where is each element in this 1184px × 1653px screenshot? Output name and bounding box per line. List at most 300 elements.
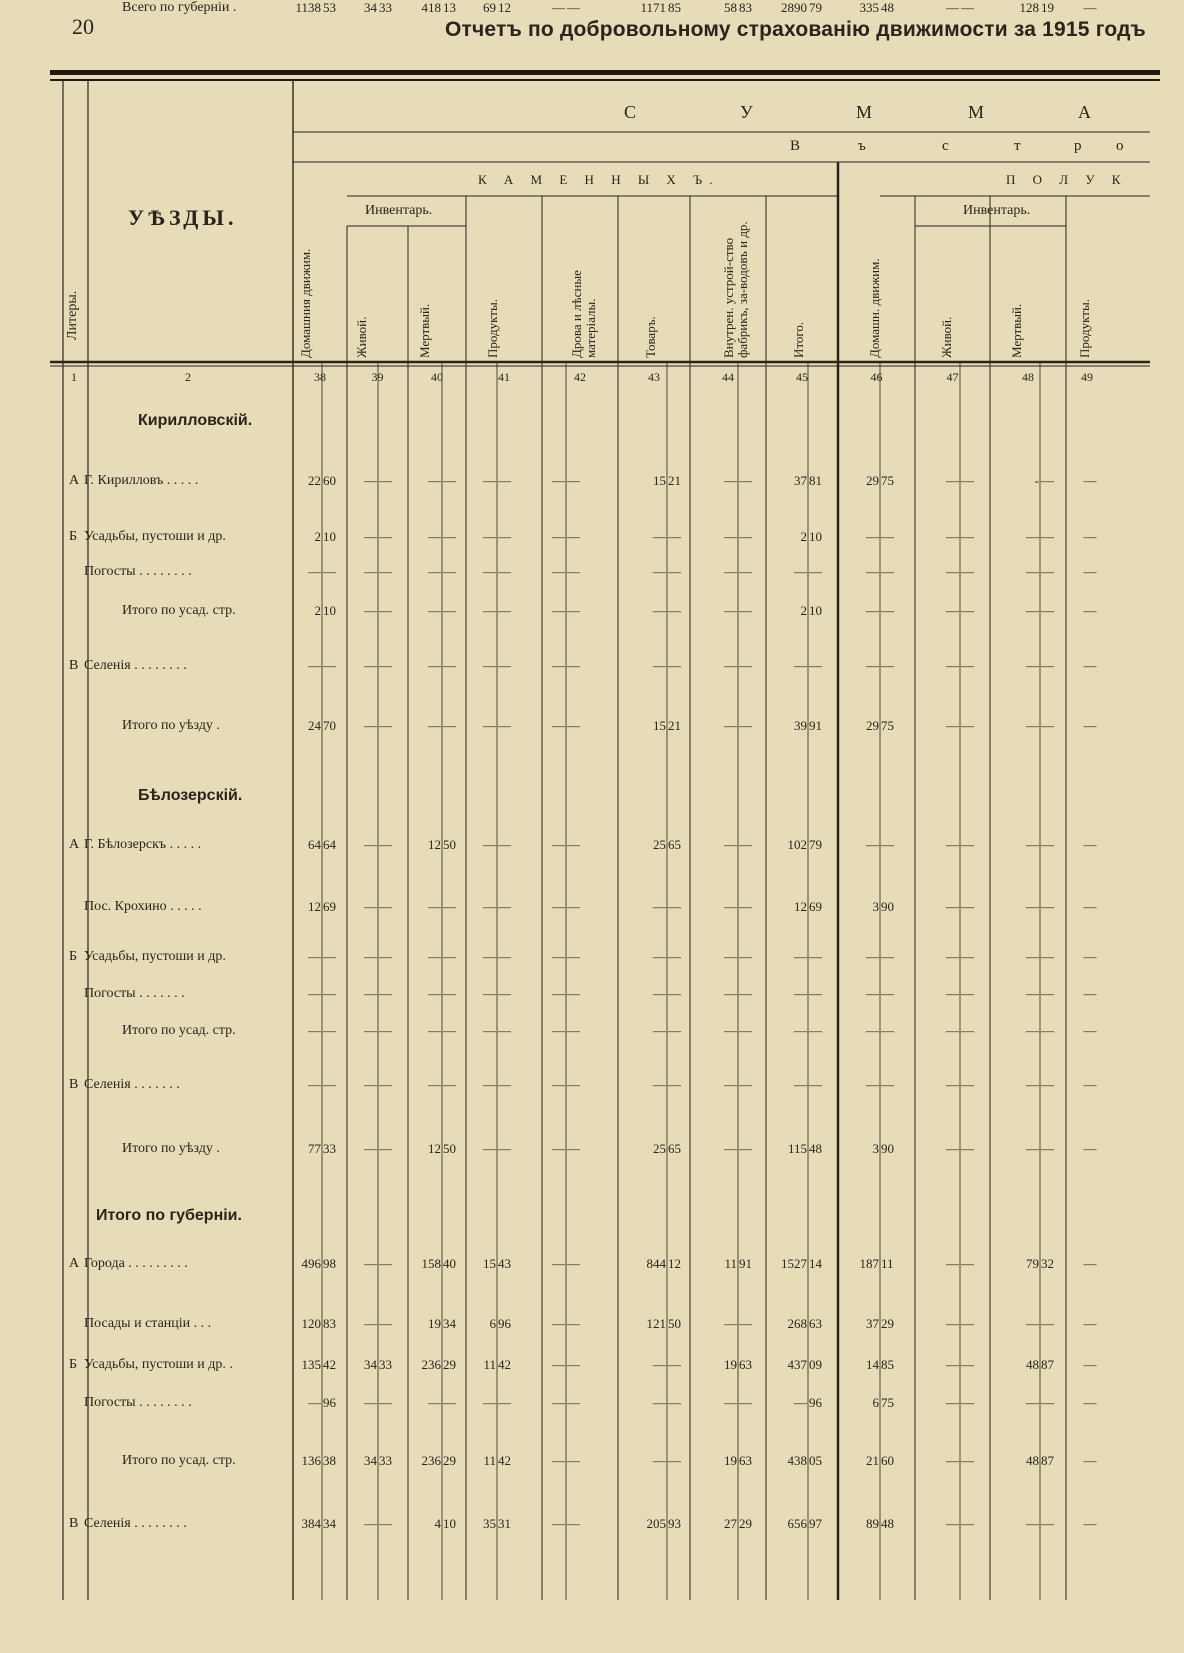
cell-value-rubles: —: [552, 1357, 565, 1372]
cell-value-rubles: —: [552, 603, 565, 618]
cell-value-rubles: 158: [421, 1256, 441, 1271]
cell-value-rubles: —: [946, 837, 959, 852]
cell-value-rubles: —: [483, 658, 496, 673]
cell-value-kopeks: —: [498, 949, 511, 964]
cell-value-kopeks: 10: [809, 529, 822, 544]
cell-value: —: [1083, 986, 1097, 1001]
header-column-label: Товаръ.: [643, 316, 658, 358]
cell-value-kopeks: —: [881, 986, 894, 1001]
cell-value-rubles: —: [724, 1077, 737, 1092]
cell-value-rubles: 34: [364, 1357, 377, 1372]
cell-value-rubles: —: [724, 603, 737, 618]
page-number: 20: [72, 14, 94, 39]
column-number: 40: [431, 370, 443, 384]
cell-value-kopeks: —: [567, 1357, 580, 1372]
cell-value-kopeks: —: [498, 1077, 511, 1092]
header-kamennykh: К А М Е Н Н Ы Х Ъ.: [478, 172, 720, 187]
header-vstro-letter: т: [1014, 138, 1022, 154]
cell-value-rubles: —: [653, 986, 666, 1001]
cell-value-rubles: —: [653, 564, 666, 579]
cell-value-kopeks: 21: [668, 718, 681, 733]
cell-value-rubles: 37: [794, 473, 807, 488]
header-column-label: Мертвый.: [1009, 303, 1024, 358]
cell-value-kopeks: —: [1041, 1077, 1054, 1092]
cell-value-rubles: —: [1026, 949, 1039, 964]
cell-value-kopeks: 63: [739, 1357, 752, 1372]
cell-value: —: [1083, 0, 1097, 15]
cell-value-rubles: 335: [859, 0, 879, 15]
row-litera: В: [69, 658, 79, 673]
cell-value-kopeks: —: [498, 473, 511, 488]
header-column-label: Мертвый.: [417, 303, 432, 358]
cell-value-rubles: —: [724, 1141, 737, 1156]
cell-value-rubles: —: [308, 986, 321, 1001]
cell-value-kopeks: —: [961, 1141, 974, 1156]
cell-value-kopeks: —: [379, 899, 392, 914]
cell-value-rubles: 2890: [781, 0, 807, 15]
cell-value-kopeks: —: [739, 986, 752, 1001]
row-litera: В: [69, 1516, 79, 1531]
cell-value-rubles: 64: [308, 837, 321, 852]
cell-value-kopeks: —: [498, 986, 511, 1001]
header-inventar2: Инвентарь.: [963, 203, 1031, 218]
cell-value-kopeks: —: [961, 949, 974, 964]
cell-value-rubles: —: [552, 837, 565, 852]
cell-value-kopeks: —: [739, 1395, 752, 1410]
cell-value-kopeks: —: [668, 986, 681, 1001]
cell-value-kopeks: —: [379, 1395, 392, 1410]
cell-value-rubles: —: [1026, 1023, 1039, 1038]
cell-value-rubles: —: [1026, 529, 1039, 544]
cell-value-kopeks: —: [567, 1316, 580, 1331]
header-vstro-letter: о: [1116, 138, 1125, 154]
cell-value-rubles: —: [552, 1077, 565, 1092]
cell-value-kopeks: 63: [739, 1453, 752, 1468]
cell-value-kopeks: —: [1041, 1395, 1054, 1410]
cell-value-kopeks: 96: [809, 1395, 822, 1410]
cell-value-rubles: —: [946, 473, 959, 488]
cell-value-kopeks: —: [498, 564, 511, 579]
cell-value-kopeks: —: [1041, 564, 1054, 579]
cell-value-kopeks: —: [668, 1395, 681, 1410]
cell-value-kopeks: —: [1041, 658, 1054, 673]
cell-value-kopeks: —: [379, 603, 392, 618]
cell-value-rubles: —: [653, 1453, 666, 1468]
cell-value-kopeks: —: [881, 603, 894, 618]
cell-value-kopeks: —: [498, 1141, 511, 1156]
cell-value-rubles: 1527: [781, 1256, 807, 1271]
cell-value-rubles: —: [483, 529, 496, 544]
cell-value-kopeks: —: [379, 1141, 392, 1156]
cell-value-kopeks: 12: [668, 1256, 681, 1271]
row-label: Усадьбы, пустоши и др. .: [84, 1357, 233, 1372]
cell-value-rubles: —: [308, 949, 321, 964]
section-title: Итого по губерніи.: [96, 1207, 242, 1224]
cell-value-kopeks: —: [498, 658, 511, 673]
cell-value-rubles: —: [724, 1316, 737, 1331]
cell-value-rubles: 496: [301, 1256, 321, 1271]
cell-value-kopeks: —: [961, 1516, 974, 1531]
cell-value-kopeks: —: [809, 658, 822, 673]
cell-value-rubles: 21: [866, 1453, 879, 1468]
column-number: 46: [870, 370, 883, 384]
header-polu: П О Л У К: [1006, 172, 1128, 187]
cell-value-kopeks: —: [443, 986, 456, 1001]
cell-value-kopeks: 21: [668, 473, 681, 488]
cell-value: —: [1083, 949, 1097, 964]
cell-value-rubles: —: [946, 1023, 959, 1038]
header-summa-letter: У: [740, 102, 754, 122]
cell-value-kopeks: —: [443, 473, 456, 488]
cell-value-rubles: —: [866, 949, 879, 964]
cell-value-rubles: —: [946, 949, 959, 964]
cell-value-rubles: —: [946, 1256, 959, 1271]
cell-value-rubles: —: [483, 1395, 496, 1410]
cell-value-rubles: 384: [301, 1516, 321, 1531]
section-title: Кирилловскій.: [138, 412, 253, 429]
cell-value-rubles: —: [946, 1141, 959, 1156]
cell-value-rubles: —: [552, 986, 565, 1001]
cell-value-kopeks: 65: [668, 837, 681, 852]
cell-value-rubles: 102: [787, 837, 807, 852]
cell-value-kopeks: 81: [809, 473, 822, 488]
cell-value-rubles: —: [552, 1395, 565, 1410]
cell-value-rubles: —: [364, 1141, 377, 1156]
cell-value-rubles: 19: [428, 1316, 441, 1331]
cell-value-kopeks: —: [443, 949, 456, 964]
row-label: Г. Кирилловъ . . . . .: [84, 473, 199, 488]
cell-value-kopeks: —: [668, 603, 681, 618]
cell-value-rubles: 120: [301, 1316, 321, 1331]
cell-value-rubles: —: [724, 1023, 737, 1038]
cell-value-kopeks: —: [809, 1077, 822, 1092]
row-label: Погосты . . . . . . . .: [84, 564, 192, 579]
cell-value-rubles: 25: [653, 1141, 666, 1156]
cell-value: —: [1083, 564, 1097, 579]
cell-value-rubles: 205: [646, 1516, 666, 1531]
cell-value-rubles: —: [866, 1077, 879, 1092]
row-label: Итого по усад. стр.: [122, 1453, 236, 1468]
cell-value-kopeks: —: [567, 899, 580, 914]
header-summa-letter: М: [856, 102, 874, 122]
cell-value-kopeks: —: [668, 529, 681, 544]
cell-value-rubles: —: [866, 564, 879, 579]
cell-value-kopeks: 53: [323, 0, 336, 15]
cell-value-rubles: 29: [866, 718, 879, 733]
cell-value-kopeks: —: [739, 1077, 752, 1092]
cell-value-rubles: 2: [800, 603, 807, 618]
cell-value-rubles: —: [364, 1023, 377, 1038]
cell-value-kopeks: —: [881, 564, 894, 579]
cell-value-rubles: 12: [428, 837, 441, 852]
cell-value-kopeks: —: [379, 949, 392, 964]
row-label: Усадьбы, пустоши и др.: [84, 949, 226, 964]
cell-value-rubles: 15: [483, 1256, 496, 1271]
cell-value: —: [1083, 1453, 1097, 1468]
cell-value-rubles: —: [794, 986, 807, 1001]
cell-value-rubles: 11: [483, 1453, 496, 1468]
cell-value-kopeks: —: [379, 529, 392, 544]
cell-value-rubles: —: [946, 1357, 959, 1372]
cell-value-kopeks: —: [739, 473, 752, 488]
cell-value-rubles: —: [428, 564, 441, 579]
cell-value-rubles: —: [1026, 1316, 1039, 1331]
cell-value-kopeks: —: [739, 1141, 752, 1156]
cell-value-rubles: —: [724, 949, 737, 964]
cell-value-kopeks: —: [567, 473, 580, 488]
cell-value-rubles: —: [308, 564, 321, 579]
cell-value-rubles: 79: [1026, 1256, 1039, 1271]
cell-value-rubles: —: [428, 899, 441, 914]
cell-value: —: [1083, 718, 1097, 733]
cell-value-rubles: 2: [314, 529, 321, 544]
cell-value-rubles: —: [364, 529, 377, 544]
cell-value-kopeks: 60: [881, 1453, 894, 1468]
cell-value-kopeks: —: [379, 473, 392, 488]
cell-value-kopeks: —: [567, 564, 580, 579]
cell-value-rubles: —: [483, 718, 496, 733]
cell-value-kopeks: 29: [881, 1316, 894, 1331]
cell-value-kopeks: —: [809, 949, 822, 964]
cell-value-kopeks: —: [567, 986, 580, 1001]
cell-value-rubles: —: [1026, 899, 1039, 914]
cell-value-kopeks: —: [961, 1316, 974, 1331]
cell-value-rubles: 22: [308, 473, 321, 488]
cell-value-kopeks: 83: [739, 0, 752, 15]
cell-value-rubles: —: [946, 899, 959, 914]
cell-value-rubles: —: [866, 529, 879, 544]
column-number: 43: [648, 370, 660, 384]
cell-value-kopeks: 85: [668, 0, 681, 15]
cell-value-rubles: —: [724, 473, 737, 488]
cell-value-rubles: —: [364, 986, 377, 1001]
cell-value-rubles: —: [552, 718, 565, 733]
cell-value-rubles: —: [552, 658, 565, 673]
cell-value-kopeks: 96: [323, 1395, 336, 1410]
cell-value-rubles: —: [946, 986, 959, 1001]
cell-value-rubles: —: [552, 1256, 565, 1271]
cell-value-rubles: —: [653, 1395, 666, 1410]
cell-value-kopeks: 34: [443, 1316, 456, 1331]
cell-value-rubles: 34: [364, 1453, 377, 1468]
cell-value-rubles: —: [794, 564, 807, 579]
cell-value-kopeks: —: [961, 718, 974, 733]
row-label: Селенія . . . . . . . .: [84, 1516, 187, 1531]
cell-value-rubles: —: [428, 718, 441, 733]
cell-value-kopeks: 12: [498, 0, 511, 15]
cell-value-rubles: 11: [724, 1256, 737, 1271]
cell-value-kopeks: —: [961, 0, 974, 15]
cell-value-rubles: 135: [301, 1357, 321, 1372]
cell-value-kopeks: —: [881, 529, 894, 544]
cell-value-kopeks: 90: [881, 1141, 894, 1156]
cell-value-rubles: 656: [787, 1516, 807, 1531]
cell-value-kopeks: —: [739, 718, 752, 733]
cell-value-rubles: 24: [308, 718, 321, 733]
header-inventar: Инвентарь.: [365, 203, 433, 218]
cell-value-kopeks: —: [668, 899, 681, 914]
cell-value-rubles: —: [724, 1395, 737, 1410]
header-vstro-letter: р: [1074, 138, 1083, 154]
cell-value-kopeks: —: [498, 1023, 511, 1038]
cell-value-rubles: —: [946, 1516, 959, 1531]
cell-value-kopeks: —: [668, 1357, 681, 1372]
cell-value-rubles: —: [483, 899, 496, 914]
cell-value-rubles: —: [946, 1395, 959, 1410]
cell-value-kopeks: —: [443, 1077, 456, 1092]
cell-value-rubles: 58: [724, 0, 737, 15]
cell-value-rubles: —: [653, 1357, 666, 1372]
header-vstro-letter: В: [790, 138, 802, 154]
cell-value-rubles: —: [428, 473, 441, 488]
cell-value-rubles: 19: [724, 1357, 737, 1372]
cell-value-kopeks: —: [443, 718, 456, 733]
cell-value-rubles: —: [483, 837, 496, 852]
cell-value-rubles: 6: [872, 1395, 879, 1410]
cell-value-kopeks: —: [1041, 1023, 1054, 1038]
cell-value-kopeks: 14: [809, 1256, 822, 1271]
cell-value-kopeks: —: [567, 0, 580, 15]
cell-value-rubles: 121: [646, 1316, 666, 1331]
cell-value-rubles: —: [552, 1316, 565, 1331]
cell-value: —: [1083, 1316, 1097, 1331]
header-uezdy: УѢЗДЫ.: [128, 205, 238, 230]
cell-value-kopeks: —: [809, 564, 822, 579]
cell-value-rubles: 844: [646, 1256, 666, 1271]
cell-value-kopeks: —: [567, 1077, 580, 1092]
cell-value-kopeks: —: [567, 1023, 580, 1038]
cell-value-kopeks: —: [668, 1077, 681, 1092]
cell-value-kopeks: 50: [443, 1141, 456, 1156]
cell-value-rubles: —: [483, 1023, 496, 1038]
cell-value-kopeks: —: [739, 837, 752, 852]
cell-value-kopeks: —: [961, 837, 974, 852]
column-number: 44: [722, 370, 734, 384]
cell-value-rubles: —: [364, 837, 377, 852]
cell-value-kopeks: —: [961, 529, 974, 544]
cell-value-rubles: —: [1026, 603, 1039, 618]
cell-value-rubles: —: [866, 1023, 879, 1038]
cell-value-kopeks: —: [323, 658, 336, 673]
cell-value-kopeks: —: [1041, 1316, 1054, 1331]
cell-value: —: [1083, 1077, 1097, 1092]
cell-value-rubles: —: [724, 718, 737, 733]
cell-value-rubles: —: [552, 1453, 565, 1468]
cell-value-rubles: —: [794, 1077, 807, 1092]
cell-value-kopeks: —: [881, 1077, 894, 1092]
cell-value-rubles: —: [552, 1516, 565, 1531]
cell-value-rubles: —: [364, 1077, 377, 1092]
header-column-label: Живой.: [354, 316, 369, 358]
cell-value-rubles: 418: [421, 0, 441, 15]
cell-value-rubles: —: [552, 0, 565, 15]
cell-value-rubles: —: [653, 658, 666, 673]
cell-value-kopeks: —: [739, 658, 752, 673]
cell-value-kopeks: 63: [809, 1316, 822, 1331]
cell-value: —: [1083, 529, 1097, 544]
cell-value-kopeks: —: [443, 899, 456, 914]
cell-value-kopeks: —: [498, 603, 511, 618]
cell-value-rubles: 4: [434, 1516, 441, 1531]
cell-value-kopeks: —: [961, 1256, 974, 1271]
cell-value-rubles: —: [364, 473, 377, 488]
cell-value-kopeks: —: [567, 1516, 580, 1531]
cell-value-kopeks: —: [567, 529, 580, 544]
cell-value-kopeks: 96: [498, 1316, 511, 1331]
cell-value-kopeks: 90: [881, 899, 894, 914]
cell-value-rubles: 6: [489, 1316, 496, 1331]
cell-value-kopeks: 33: [379, 0, 392, 15]
cell-value-rubles: —: [946, 603, 959, 618]
cell-value-rubles: —: [946, 1316, 959, 1331]
cell-value-kopeks: —: [668, 658, 681, 673]
header-column-label: Внутрен. устрой-ство фабрикъ, за-водовъ и др.: [721, 221, 750, 358]
cell-value-rubles: —: [552, 1141, 565, 1156]
cell-value-rubles: —: [308, 1077, 321, 1092]
header-summa-letter: С: [624, 102, 638, 122]
cell-value-kopeks: —: [1041, 949, 1054, 964]
cell-value-kopeks: —: [739, 1316, 752, 1331]
cell-value-rubles: —: [1026, 1516, 1039, 1531]
cell-value-rubles: —: [308, 1395, 321, 1410]
cell-value-kopeks: 33: [379, 1357, 392, 1372]
cell-value-kopeks: 85: [881, 1357, 894, 1372]
cell-value-rubles: —: [428, 1077, 441, 1092]
cell-value: —: [1083, 473, 1097, 488]
cell-value-kopeks: 09: [809, 1357, 822, 1372]
cell-value-rubles: 29: [866, 473, 879, 488]
cell-value-rubles: 12: [794, 899, 807, 914]
cell-value-rubles: —: [428, 603, 441, 618]
row-litera: Б: [69, 949, 78, 964]
cell-value-kopeks: —: [498, 899, 511, 914]
cell-value-kopeks: 93: [668, 1516, 681, 1531]
cell-value-kopeks: —: [567, 658, 580, 673]
row-label: Итого по усад. стр.: [122, 603, 236, 618]
cell-value-rubles: —: [866, 658, 879, 673]
cell-value-kopeks: 05: [809, 1453, 822, 1468]
cell-value-kopeks: —: [567, 718, 580, 733]
cell-value-kopeks: —: [498, 529, 511, 544]
cell-value-rubles: —: [866, 837, 879, 852]
cell-value-kopeks: —: [739, 899, 752, 914]
row-label: Итого по усад. стр.: [122, 1023, 236, 1038]
header-column-label: Живой.: [939, 316, 954, 358]
header-litery: Литеры.: [65, 290, 80, 340]
cell-value-rubles: —: [364, 658, 377, 673]
cell-value-rubles: 37: [866, 1316, 879, 1331]
cell-value-kopeks: —: [1041, 986, 1054, 1001]
cell-value: —: [1083, 1395, 1097, 1410]
cell-value-rubles: —: [483, 473, 496, 488]
cell-value-kopeks: 48: [881, 0, 894, 15]
row-litera: Б: [69, 1357, 78, 1372]
cell-value-rubles: —: [364, 1516, 377, 1531]
cell-value: —: [1083, 1256, 1097, 1271]
cell-value-rubles: 115: [787, 1141, 807, 1156]
cell-value-kopeks: —: [323, 1023, 336, 1038]
cell-value-rubles: 48: [1026, 1453, 1039, 1468]
cell-value-kopeks: 42: [323, 1357, 336, 1372]
cell-value-rubles: 27: [724, 1516, 737, 1531]
row-label: Селенія . . . . . . . .: [84, 658, 187, 673]
cell-value-rubles: —: [653, 529, 666, 544]
cell-value-kopeks: 10: [809, 603, 822, 618]
cell-value-rubles: —: [794, 949, 807, 964]
cell-value-kopeks: —: [881, 837, 894, 852]
cell-value-kopeks: —: [567, 949, 580, 964]
row-label: Города . . . . . . . . .: [84, 1256, 188, 1271]
